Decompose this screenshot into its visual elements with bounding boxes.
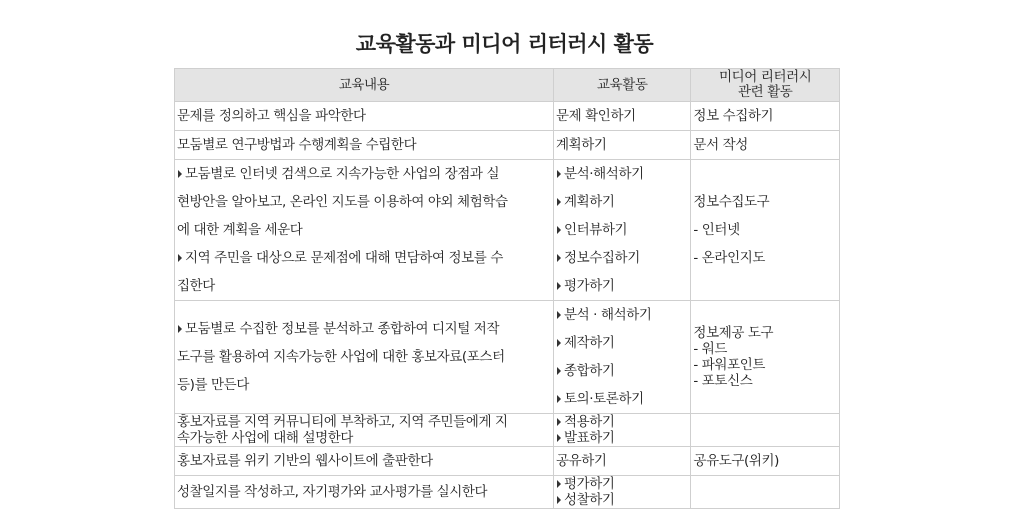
activity-item: 평가하기 [556, 272, 688, 300]
activity-item: 적용하기 [556, 414, 688, 430]
content-line: 도구를 활용하여 지속가능한 사업에 대한 홍보자료(포스터 [177, 349, 505, 365]
content-cell: 모둠별로 연구방법과 수행계획을 수립한다 [175, 131, 554, 160]
media-cell [691, 160, 840, 301]
content-line: 지역 주민을 대상으로 문제점에 대해 면담하여 정보를 수 [177, 244, 551, 272]
media-cell: 공유도구(위키) [691, 447, 840, 476]
activity-item: 종합하기 [556, 357, 688, 385]
media-line: - 온라인지도 [693, 250, 765, 266]
activity-cell: 계획하기 [553, 131, 690, 160]
activity-item: 제작하기 [556, 329, 688, 357]
activity-item: 성찰하기 [556, 492, 688, 508]
header-activity: 교육활동 [553, 69, 690, 102]
table-row [175, 447, 840, 476]
content-cell [175, 301, 554, 414]
media-cell: 정보 수집하기 [691, 102, 840, 131]
page-title: 교육활동과 미디어 리터러시 활동 [355, 32, 654, 56]
content-line: 홍보자료를 지역 커뮤니티에 부착하고, 지역 주민들에게 지 [177, 414, 508, 430]
table-row [175, 414, 840, 447]
media-line: - 인터넷 [693, 222, 740, 238]
activity-item: 토의·토론하기 [556, 385, 688, 413]
activity-item: 인터뷰하기 [556, 216, 688, 244]
content-line: 에 대한 계획을 세운다 [177, 222, 303, 238]
activity-item: 정보수집하기 [556, 244, 688, 272]
header-media-line: 미디어 리터러시 [719, 69, 812, 85]
media-line: 정보제공 도구 [693, 325, 774, 341]
content-line: 속가능한 사업에 대해 설명한다 [177, 430, 354, 446]
content-line: 집한다 [177, 278, 215, 294]
header-media [691, 69, 840, 102]
content-line: 등)를 만든다 [177, 377, 249, 393]
content-cell: 성찰일지를 작성하고, 자기평가와 교사평가를 실시한다 [175, 476, 554, 509]
activity-item: 평가하기 [556, 476, 688, 492]
table-row [175, 102, 840, 131]
table-row [175, 131, 840, 160]
header-media-line: 관련 활동 [737, 84, 793, 100]
content-cell: 문제를 정의하고 핵심을 파악한다 [175, 102, 554, 131]
activity-cell [553, 301, 690, 414]
media-cell [691, 301, 840, 414]
activity-item: 분석·해석하기 [556, 160, 688, 188]
table-header-row [175, 69, 840, 102]
media-line: - 파워포인트 [693, 357, 765, 373]
media-line: - 포토신스 [693, 373, 753, 389]
media-line: 정보수집도구 [693, 194, 770, 210]
content-cell [175, 160, 554, 301]
activity-cell [553, 160, 690, 301]
media-cell [691, 414, 840, 447]
activity-item: 분석 · 해석하기 [556, 301, 688, 329]
activity-table [174, 68, 840, 509]
table-row [175, 160, 840, 301]
activity-cell [553, 414, 690, 447]
table-row [175, 476, 840, 509]
activity-cell: 문제 확인하기 [553, 102, 690, 131]
media-cell [691, 476, 840, 509]
activity-item: 계획하기 [556, 188, 688, 216]
content-cell: 홍보자료를 위키 기반의 웹사이트에 출판한다 [175, 447, 554, 476]
table-row [175, 301, 840, 414]
activity-item: 발표하기 [556, 430, 688, 446]
activity-cell [553, 476, 690, 509]
content-cell [175, 414, 554, 447]
content-line: 모둠별로 인터넷 검색으로 지속가능한 사업의 장점과 실 [177, 160, 551, 188]
content-line: 모둠별로 수집한 정보를 분석하고 종합하여 디지털 저작 [177, 315, 551, 343]
content-line: 현방안을 알아보고, 온라인 지도를 이용하여 야외 체험학습 [177, 194, 508, 210]
media-cell: 문서 작성 [691, 131, 840, 160]
media-line: - 워드 [693, 341, 728, 357]
header-content: 교육내용 [175, 69, 554, 102]
activity-cell: 공유하기 [553, 447, 690, 476]
